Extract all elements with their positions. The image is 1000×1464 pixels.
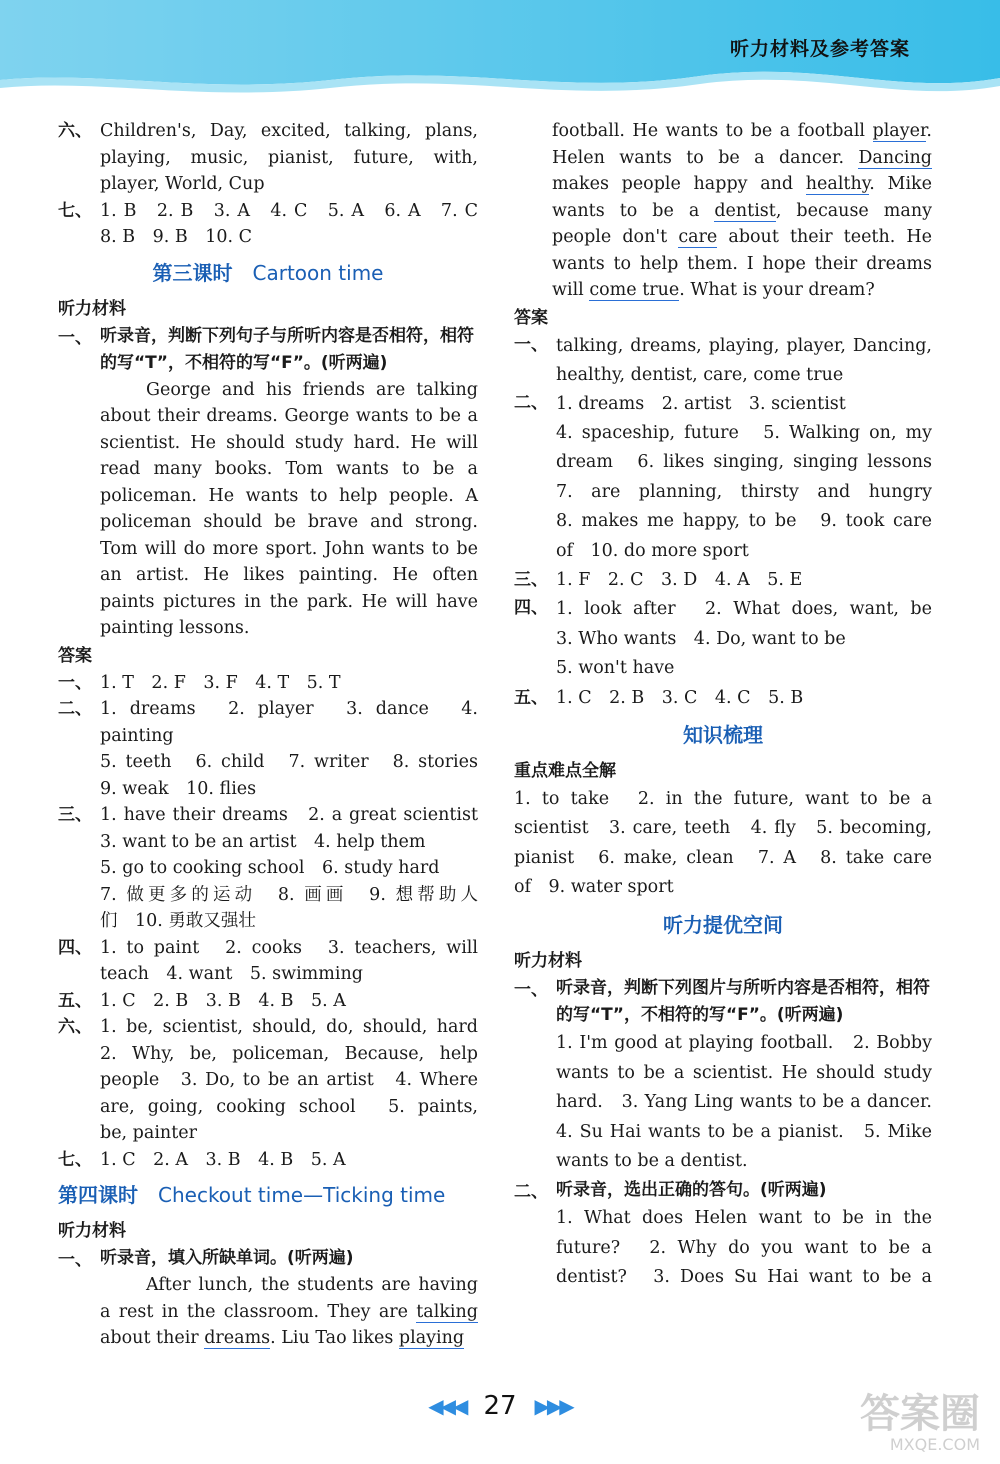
paragraph [100, 1272, 478, 1352]
filled-word: come true [589, 280, 680, 300]
line: wants to be a scientist. He should study [556, 1062, 932, 1083]
section-title-cn: 第三课时 [152, 260, 233, 285]
question-2 [514, 1177, 932, 1204]
listening-text-2 [514, 1204, 932, 1293]
line: 8. makes me happy, to be 9. took care [556, 511, 932, 532]
answer-block-2 [514, 390, 932, 566]
answer-block-3 [58, 802, 478, 935]
answer-block-2 [58, 696, 478, 802]
line: talking, dreams, playing, player, Dancing, [556, 335, 932, 356]
line: player, World, Cup [100, 174, 265, 194]
line: be, painter [100, 1123, 197, 1143]
item-number: 一、 [58, 1250, 92, 1270]
text-run: football. He wants to be a football [552, 121, 873, 141]
line: healthy, dentist, care, come true [556, 364, 844, 385]
line: future? 2. Why do you want to be a [556, 1237, 932, 1258]
line: pianist 6. make, clean 7. A 8. take care [514, 847, 932, 868]
header-title: 听力材料及参考答案 [729, 38, 910, 60]
filled-word: talking [416, 1301, 478, 1322]
paragraph: George and his friends are talking about their dreams. George wants to be a scientist. He should study hard. He will read many books. Tom wants to be a policeman. He wants to help people. A policeman should be brave and strong. Tom will do more sport. John wants to be an artist. He likes painting. He often paints pictures in the park. He will have painting lessons. [100, 379, 478, 638]
item-number: 一、 [514, 979, 548, 1000]
watermark-logo [830, 1392, 980, 1456]
line: 4. spaceship, future 5. Walking on, my [556, 422, 932, 443]
listening-label: 听力材料 [58, 298, 126, 319]
filled-word: care [678, 227, 718, 247]
line: 5. teeth 6. child 7. writer 8. stories [100, 752, 478, 772]
item-number: 一、 [58, 672, 92, 693]
line: teach 4. want 5. swimming [100, 964, 363, 984]
listening-text [58, 377, 478, 642]
line: Children's, Day, excited, talking, plans, [100, 121, 478, 141]
item-number: 六、 [58, 1017, 92, 1037]
line: 1. T 2. F 3. F 4. T 5. T [100, 672, 341, 693]
filled-word: playing [398, 1328, 465, 1348]
line: 1. dreams 2. artist 3. scientist [556, 393, 846, 414]
item-number: 三、 [58, 805, 92, 825]
filled-word: Dancing [858, 147, 932, 168]
line: 3. want to be an artist 4. help them [100, 831, 426, 852]
text-run: makes people happy and [552, 174, 806, 194]
right-column [514, 118, 932, 1293]
answer-block-4 [514, 595, 932, 683]
line: wants to be a dentist. [556, 1151, 748, 1172]
line: 们 10. 勇敢又强壮 [100, 911, 256, 931]
text-run: . Liu Tao likes [270, 1328, 399, 1348]
item-number: 四、 [514, 598, 548, 619]
line: 1. to take 2. in the future, want to be a [514, 788, 932, 809]
listening-label: 听力材料 [58, 1221, 126, 1241]
section-title-en: Cartoon time [252, 260, 384, 285]
answer-block-1 [58, 670, 478, 697]
item-number: 六、 [58, 121, 92, 141]
line: 8. B 9. B 10. C [100, 227, 253, 247]
listening-label: 听力材料 [514, 950, 582, 971]
left-column [58, 118, 478, 1352]
line: 1. C 2. B 3. C 4. C 5. B [556, 687, 804, 708]
item-number: 一、 [514, 334, 548, 355]
line: 1. look after 2. What does, want, be [556, 599, 932, 620]
key-points-text [514, 785, 932, 903]
item-number: 七、 [58, 1149, 92, 1170]
section-title-cn: 第四课时 [58, 1183, 138, 1207]
line: 2. Why, be, policeman, Because, help [100, 1043, 478, 1064]
item-number: 二、 [514, 1181, 548, 1202]
item-number: 二、 [514, 392, 548, 413]
filled-word: player [872, 121, 927, 141]
item-number: 一、 [58, 327, 92, 348]
line: 1. C 2. A 3. B 4. B 5. A [100, 1149, 346, 1170]
prev-arrows-icon: ◀◀◀ [428, 1394, 466, 1418]
text-run: After lunch, the students are having a rest in the classroom. They are [100, 1275, 478, 1322]
line: of 10. do more sport [556, 540, 749, 561]
key-points-label: 重点难点全解 [514, 760, 616, 781]
line: 5. won't have [556, 658, 675, 679]
question-1 [58, 323, 478, 377]
question-title: 听录音，判断下列图片与所听内容是否相符，相符的写“T”，不相符的写“F”。(听两遍) [556, 977, 930, 1025]
section-title-lesson4 [58, 1173, 478, 1217]
line: 5. go to cooking school 6. study hard [100, 858, 440, 878]
filled-word: dreams [204, 1328, 271, 1348]
listening-text-continued [514, 118, 932, 304]
line: scientist 3. care, teeth 4. fly 5. becoming, [514, 818, 932, 839]
listening-text-fill [58, 1272, 478, 1352]
watermark-url: MXQE.COM [889, 1435, 980, 1454]
filled-word: healthy [805, 174, 870, 194]
line: 1. C 2. B 3. B 4. B 5. A [100, 990, 346, 1011]
item-number: 五、 [58, 990, 92, 1011]
line: 1. What does Helen want to be in the [556, 1207, 932, 1228]
line: 9. weak 10. flies [100, 778, 257, 799]
item-number: 三、 [514, 569, 548, 590]
line: hard. 3. Yang Ling wants to be a dancer. [556, 1092, 932, 1113]
text-run: . Mike wants to be a [552, 174, 932, 221]
answer-block-3 [514, 566, 932, 595]
answer-block-7 [58, 198, 478, 251]
text-run: , because many people don't [552, 200, 932, 247]
line: 1. have their dreams 2. a great scientist [100, 805, 478, 825]
question-1 [514, 975, 932, 1029]
item-number: 二、 [58, 699, 92, 719]
item-number: 七、 [58, 200, 92, 221]
page-number: 27 [483, 1391, 517, 1421]
item-number: 四、 [58, 937, 92, 958]
line: playing, music, pianist, future, with, [100, 147, 478, 168]
line: of 9. water sport [514, 877, 674, 898]
section-title-knowledge: 知识梳理 [683, 722, 763, 747]
item-number: 五、 [514, 687, 548, 708]
text-run: . Helen wants to be a dancer. [552, 121, 932, 168]
line: 1. be, scientist, should, do, should, hard [100, 1017, 478, 1037]
text-run: . What is your dream? [679, 280, 875, 300]
watermark-text: 答案圈 [860, 1391, 980, 1437]
header-band [0, 0, 1000, 110]
answer-block-6b [58, 1014, 478, 1147]
question-fill [58, 1245, 478, 1272]
line: 1. dreams 2. player 3. dance 4. painting [100, 699, 478, 746]
answer-block-5 [514, 684, 932, 713]
page-nav [400, 1386, 600, 1426]
line: people 3. Do, to be an artist 4. Where [100, 1070, 478, 1090]
line: 3. Who wants 4. Do, want to be [556, 628, 846, 649]
line: 1. I'm good at playing football. 2. Bobby [556, 1032, 932, 1053]
line: dream 6. likes singing, singing lessons [556, 452, 932, 473]
answer-block-1 [514, 332, 932, 390]
line: dentist? 3. Does Su Hai want to be a [556, 1267, 932, 1288]
answer-block-5 [58, 988, 478, 1015]
line: 7. 做更多的运动 8. 画画 9. 想帮助人 [100, 884, 478, 905]
section-title-en: Checkout time—Ticking time [158, 1183, 446, 1207]
text-run: about their [100, 1328, 205, 1348]
line: 1. F 2. C 3. D 4. A 5. E [556, 569, 803, 590]
question-title: 听录音，判断下列句子与所听内容是否相符，相符的写“T”，不相符的写“F”。(听两遍) [100, 325, 474, 373]
answer-block-7b [58, 1147, 478, 1174]
section-title-lesson3 [58, 251, 478, 295]
section-title-improve: 听力提优空间 [663, 912, 783, 937]
line: 1. to paint 2. cooks 3. teachers, will [100, 937, 478, 958]
question-title: 听录音，填入所缺单词。(听两遍) [100, 1248, 354, 1268]
question-title: 听录音，选出正确的答句。(听两遍) [556, 1179, 827, 1200]
line: 4. Su Hai wants to be a pianist. 5. Mike [556, 1121, 932, 1142]
line: 1. B 2. B 3. A 4. C 5. A 6. A 7. C [100, 200, 478, 221]
next-arrows-icon: ▶▶▶ [534, 1394, 572, 1418]
answer-block-4 [58, 935, 478, 988]
answer-block-6 [58, 118, 478, 198]
line: 7. are planning, thirsty and hungry [556, 481, 932, 502]
filled-word: dentist [714, 200, 776, 221]
listening-text [514, 1029, 932, 1177]
answers-label: 答案 [514, 307, 548, 328]
text-run: about their teeth. He wants to help them. I hope their dreams will [552, 227, 933, 300]
line: are, going, cooking school 5. paints, [100, 1096, 478, 1117]
answers-label: 答案 [58, 645, 92, 666]
